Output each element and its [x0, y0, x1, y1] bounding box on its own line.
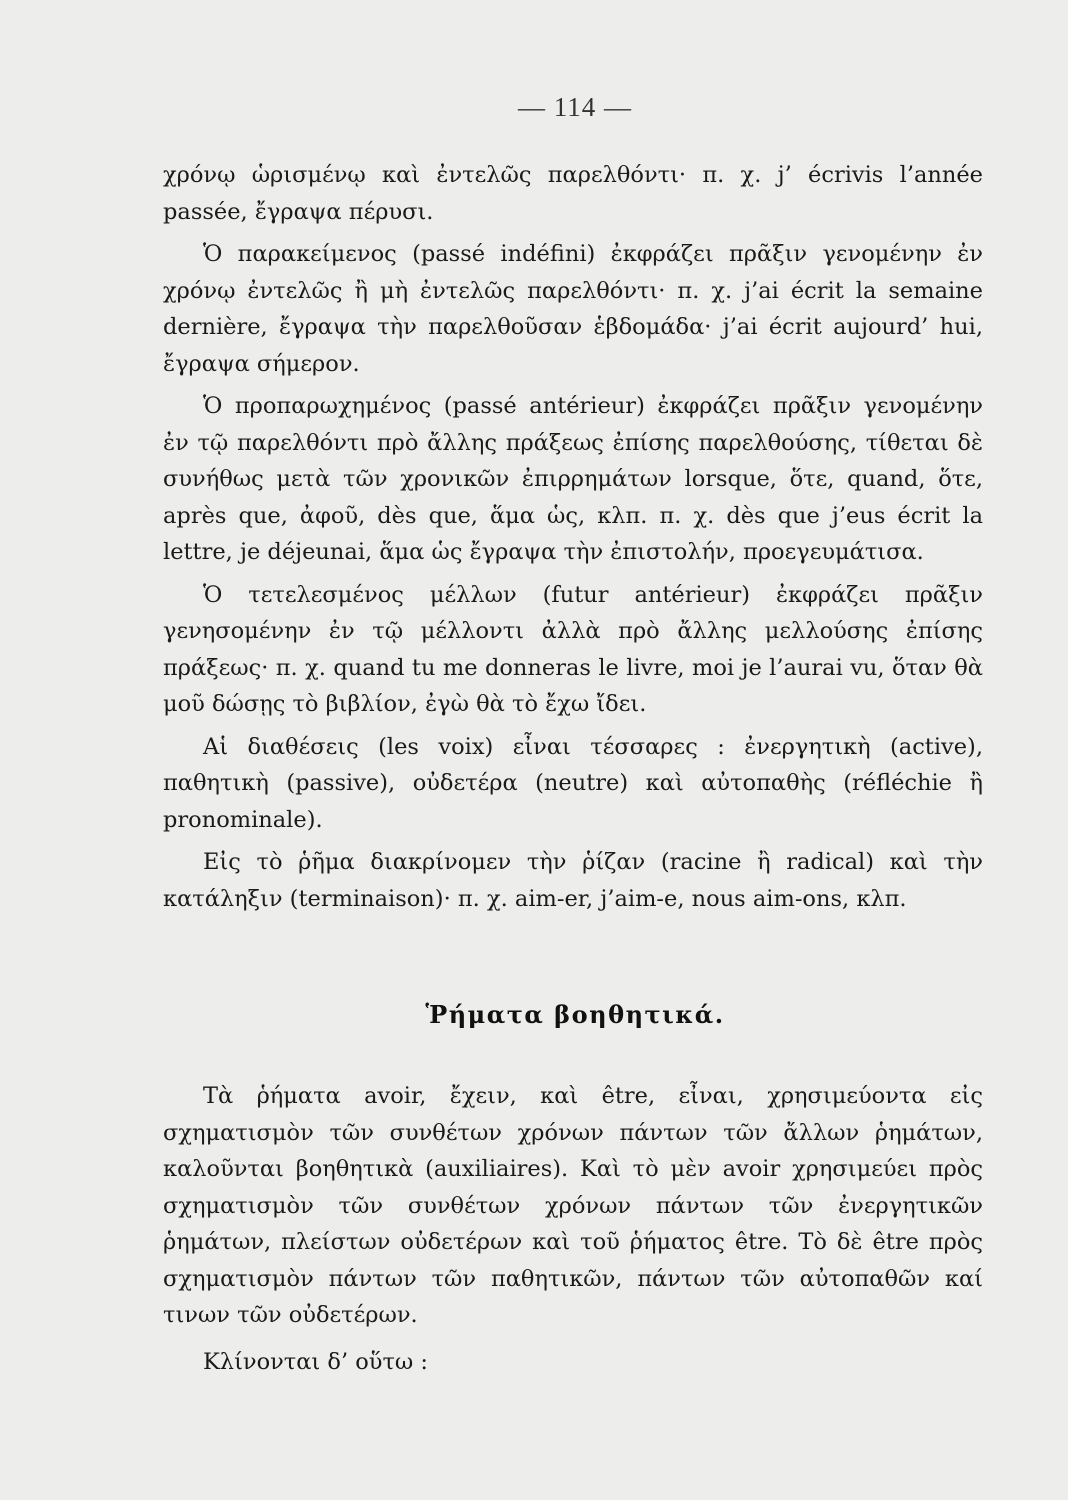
section-heading: Ῥήματα βοηθητικά.	[425, 1000, 725, 1029]
page-number: — 114 —	[518, 92, 632, 122]
paragraph-parakeimenos: Ὁ παρακείμενος (passé indéfini) ἐκφράζει πρᾶξιν γενομένην ἐν χρόνῳ ἐντελῶς ἢ μὴ ἐντελῶς παρελθόντι· π. χ. j’ai écrit la semaine dernière, ἔγραψα τὴν παρελθοῦσαν ἑβδομάδα· j’ai écrit aujourd’ hui, ἔγραψα σήμερον.	[163, 241, 983, 377]
paragraph-riza-kataliksi: Εἰς τὸ ῥῆμα διακρίνομεν τὴν ῥίζαν (racine ἢ radical) καὶ τὴν κατάληξιν (terminaison)· π. χ. aim-er, j’aim-e, nous aim-ons, κλπ.	[163, 849, 983, 912]
paragraph-proparochimenos: Ὁ προπαρωχημένος (passé antérieur) ἐκφράζει πρᾶξιν γενομένην ἐν τῷ παρελθόντι πρὸ ἄλλης πράξεως ἐπίσης παρελθούσης, τίθεται δὲ συνήθως μετὰ τῶν χρονικῶν ἐπιρρημάτων lorsque, ὅτε, quand, ὅτε, après que, ἀφοῦ, dès que, ἅμα ὡς, κλπ. π. χ. dès que j’eus écrit la lettre, je déjeunai, ἅμα ὡς ἔγραψα τὴν ἐπιστολήν, προεγευμάτισα.	[163, 393, 983, 565]
body-text	[163, 157, 983, 917]
paragraph-tetelesmenos-mellon: Ὁ τετελεσμένος μέλλων (futur antérieur) ἐκφράζει πρᾶξιν γενησομένην ἐν τῷ μέλλοντι ἀλλὰ πρὸ ἄλλης μελλούσης ἐπίσης πράξεως· π. χ. quand tu me donneras le livre, moi je l’aurai vu, ὅταν θὰ μοῦ δώσῃς τὸ βιβλίον, ἐγὼ θὰ τὸ ἔχω ἴδει.	[163, 581, 983, 717]
section-body-text	[163, 1078, 983, 1380]
paragraph-diatheseis: Αἱ διαθέσεις (les voix) εἶναι τέσσαρες : ἐνεργητικὴ (active), παθητικὴ (passive), οὐδετέρα (neutre) καὶ αὐτοπαθὴς (réfléchie ἢ pronominale).	[163, 733, 983, 833]
paragraph-continuation: χρόνῳ ὡρισμένῳ καὶ ἐντελῶς παρελθόντι· π. χ. j’ écrivis l’année passée, ἔγραψα πέρυσι.	[163, 162, 983, 225]
paragraph-conjugation-intro: Κλίνονται δ’ οὕτω :	[203, 1348, 429, 1375]
paragraph-auxiliary-verbs: Τὰ ῥήματα avoir, ἔχειν, καὶ être, εἶναι, χρησιμεύοντα εἰς σχηματισμὸν τῶν συνθέτων χρόνων πάντων τῶν ἄλλων ῥημάτων, καλοῦνται βοηθητικὰ (auxiliaires). Καὶ τὸ μὲν avoir χρησιμεύει πρὸς σχηματισμὸν τῶν συνθέτων χρόνων πάντων τῶν ἐνεργητικῶν ῥημάτων, πλείστων οὐδετέρων καὶ τοῦ ῥήματος être. Τὸ δὲ être πρὸς σχηματισμὸν πάντων τῶν παθητικῶν, πάντων τῶν αὐτοπαθῶν καί τινων τῶν οὐδετέρων.	[163, 1083, 983, 1328]
